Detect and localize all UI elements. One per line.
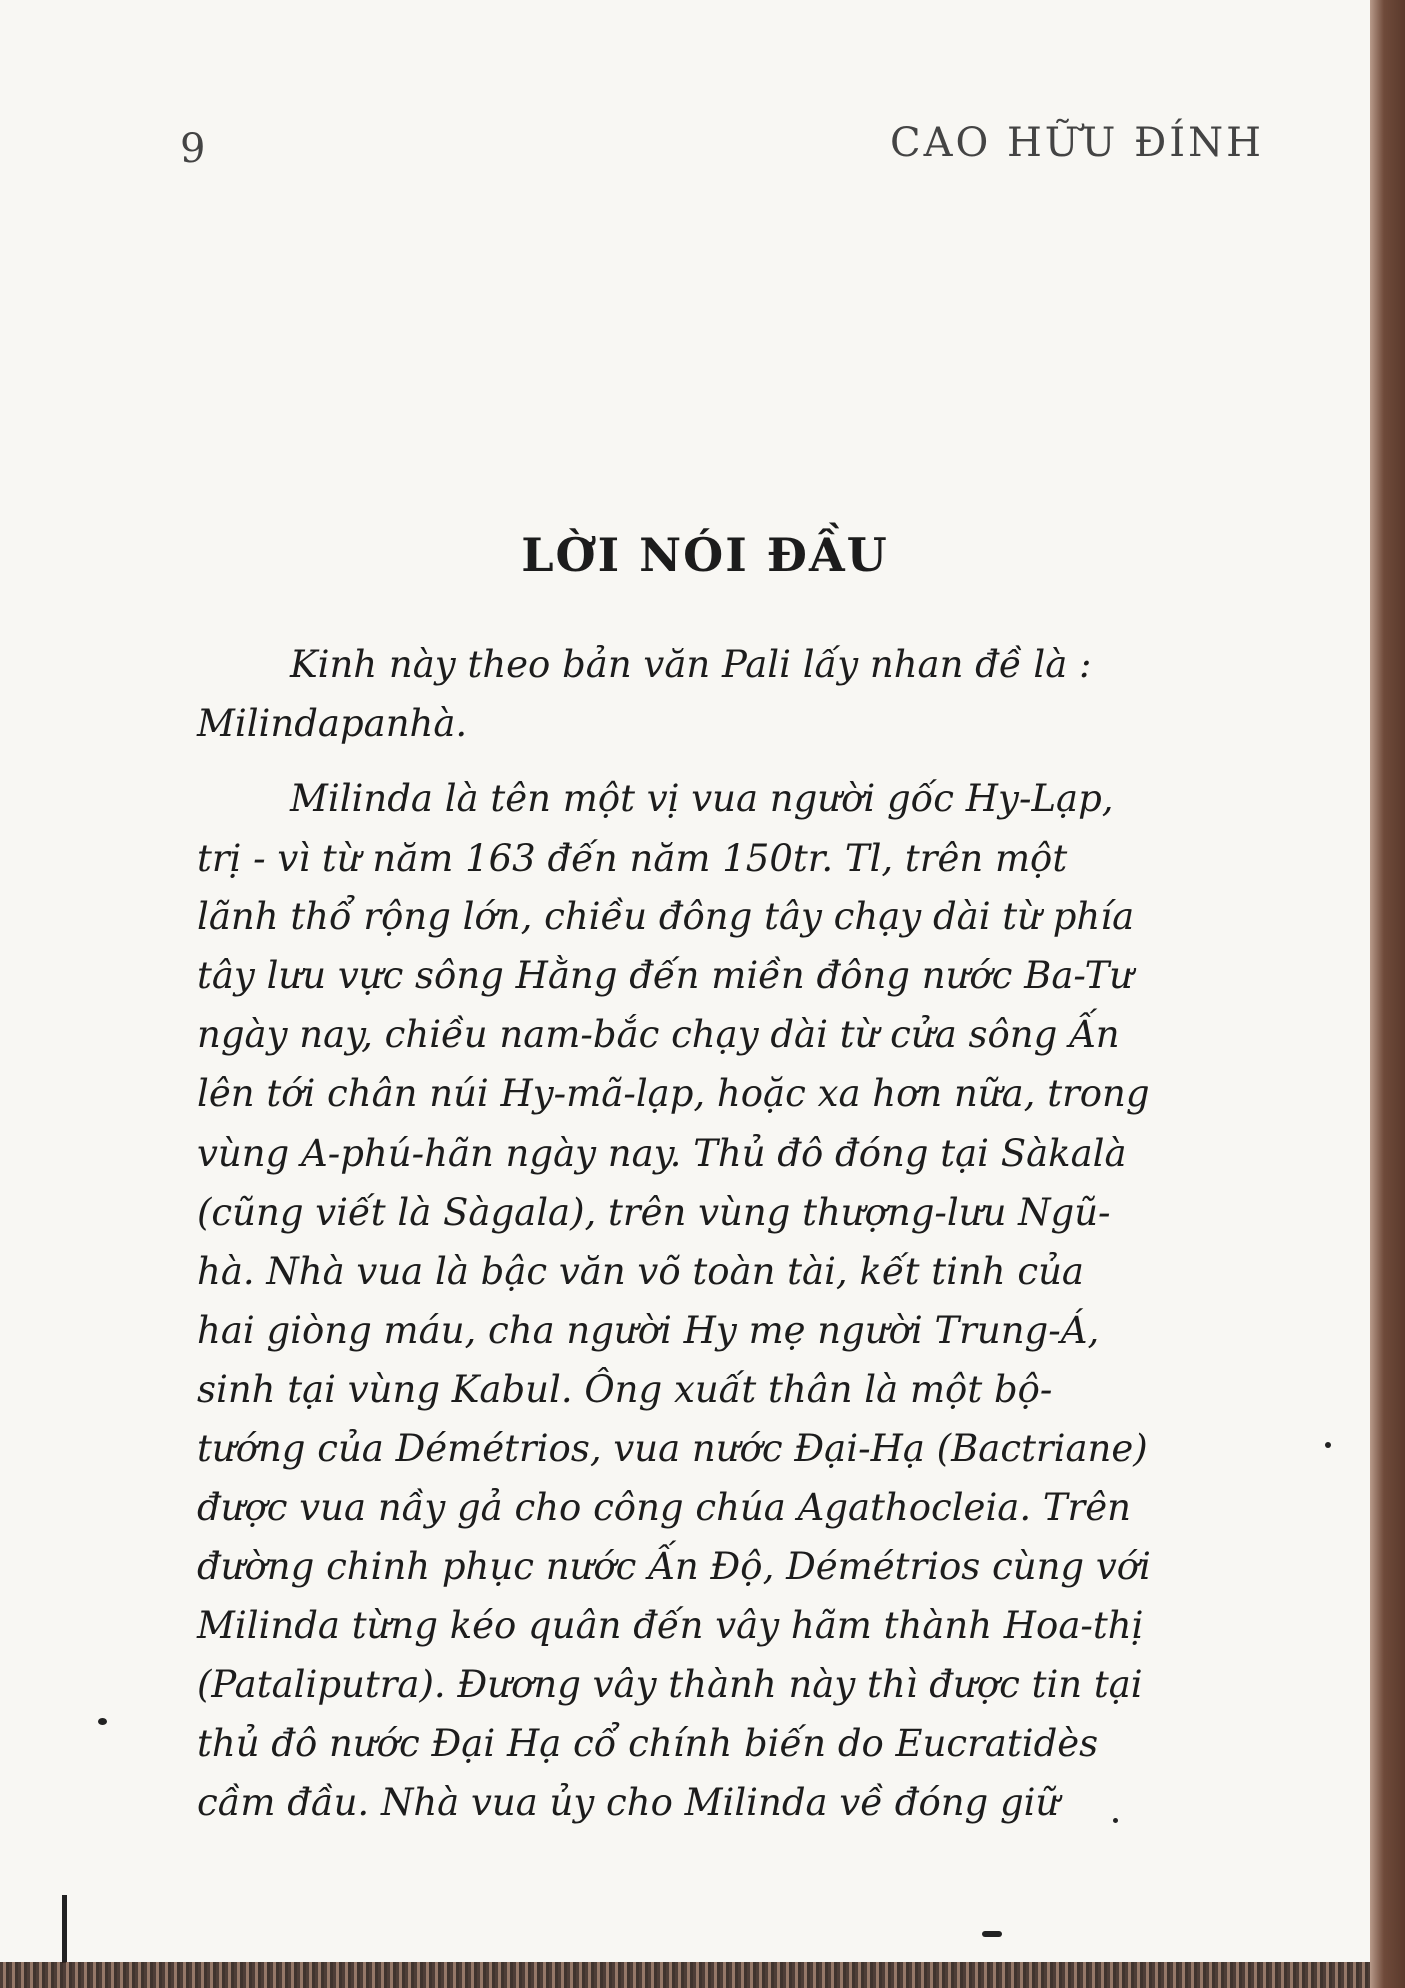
text-line: hà. Nhà vua là bậc văn võ toàn tài, kết tinh của (197, 1250, 1084, 1293)
page-bottom-edge (0, 1962, 1370, 1988)
text-line: được vua nầy gả cho công chúa Agathocleia. Trên (197, 1486, 1131, 1529)
text-line: thủ đô nước Đại Hạ cổ chính biến do Eucratidès (197, 1722, 1099, 1765)
ink-speck (982, 1931, 1002, 1937)
ink-speck (98, 1718, 107, 1725)
text-line: Milinda từng kéo quân đến vây hãm thành Hoa-thị (197, 1604, 1144, 1647)
text-line: Milindapanhà. (197, 702, 468, 745)
text-line: vùng A-phú-hãn ngày nay. Thủ đô đóng tại Sàkalà (197, 1132, 1127, 1175)
text-line: Kinh này theo bản văn Pali lấy nhan đề là : (290, 643, 1092, 686)
binding-mark (62, 1895, 67, 1963)
text-line: (Pataliputra). Đương vây thành này thì được tin tại (197, 1663, 1143, 1706)
text-line: (cũng viết là Sàgala), trên vùng thượng-lưu Ngũ- (197, 1191, 1111, 1234)
text-line: lên tới chân núi Hy-mã-lạp, hoặc xa hơn nữa, trong (197, 1072, 1150, 1115)
text-line: Milinda là tên một vị vua người gốc Hy-Lạp, (290, 777, 1114, 820)
text-line: tây lưu vực sông Hằng đến miền đông nước Ba-Tư (197, 954, 1134, 997)
text-line: cầm đầu. Nhà vua ủy cho Milinda về đóng giữ (197, 1781, 1060, 1824)
text-line: tướng của Démétrios, vua nước Đại-Hạ (Bactriane) (197, 1427, 1148, 1470)
chapter-title: LỜI NÓI ĐẦU (521, 528, 889, 582)
text-line: ngày nay, chiều nam-bắc chạy dài từ cửa sông Ấn (197, 1013, 1120, 1056)
text-line: đường chinh phục nước Ấn Độ, Démétrios cùng với (197, 1545, 1151, 1588)
running-header-author: CAO HỮU ĐÍNH (890, 120, 1264, 166)
page-number: 9 (180, 126, 206, 172)
text-line: lãnh thổ rộng lớn, chiều đông tây chạy dài từ phía (197, 895, 1135, 938)
book-spine-edge (1370, 0, 1405, 1988)
text-line: trị - vì từ năm 163 đến năm 150tr. Tl, trên một (197, 837, 1068, 880)
ink-speck (1325, 1442, 1331, 1448)
text-line: sinh tại vùng Kabul. Ông xuất thân là một bộ- (197, 1368, 1053, 1411)
ink-speck (1113, 1818, 1118, 1823)
text-line: hai giòng máu, cha người Hy mẹ người Trung-Á, (197, 1309, 1100, 1352)
